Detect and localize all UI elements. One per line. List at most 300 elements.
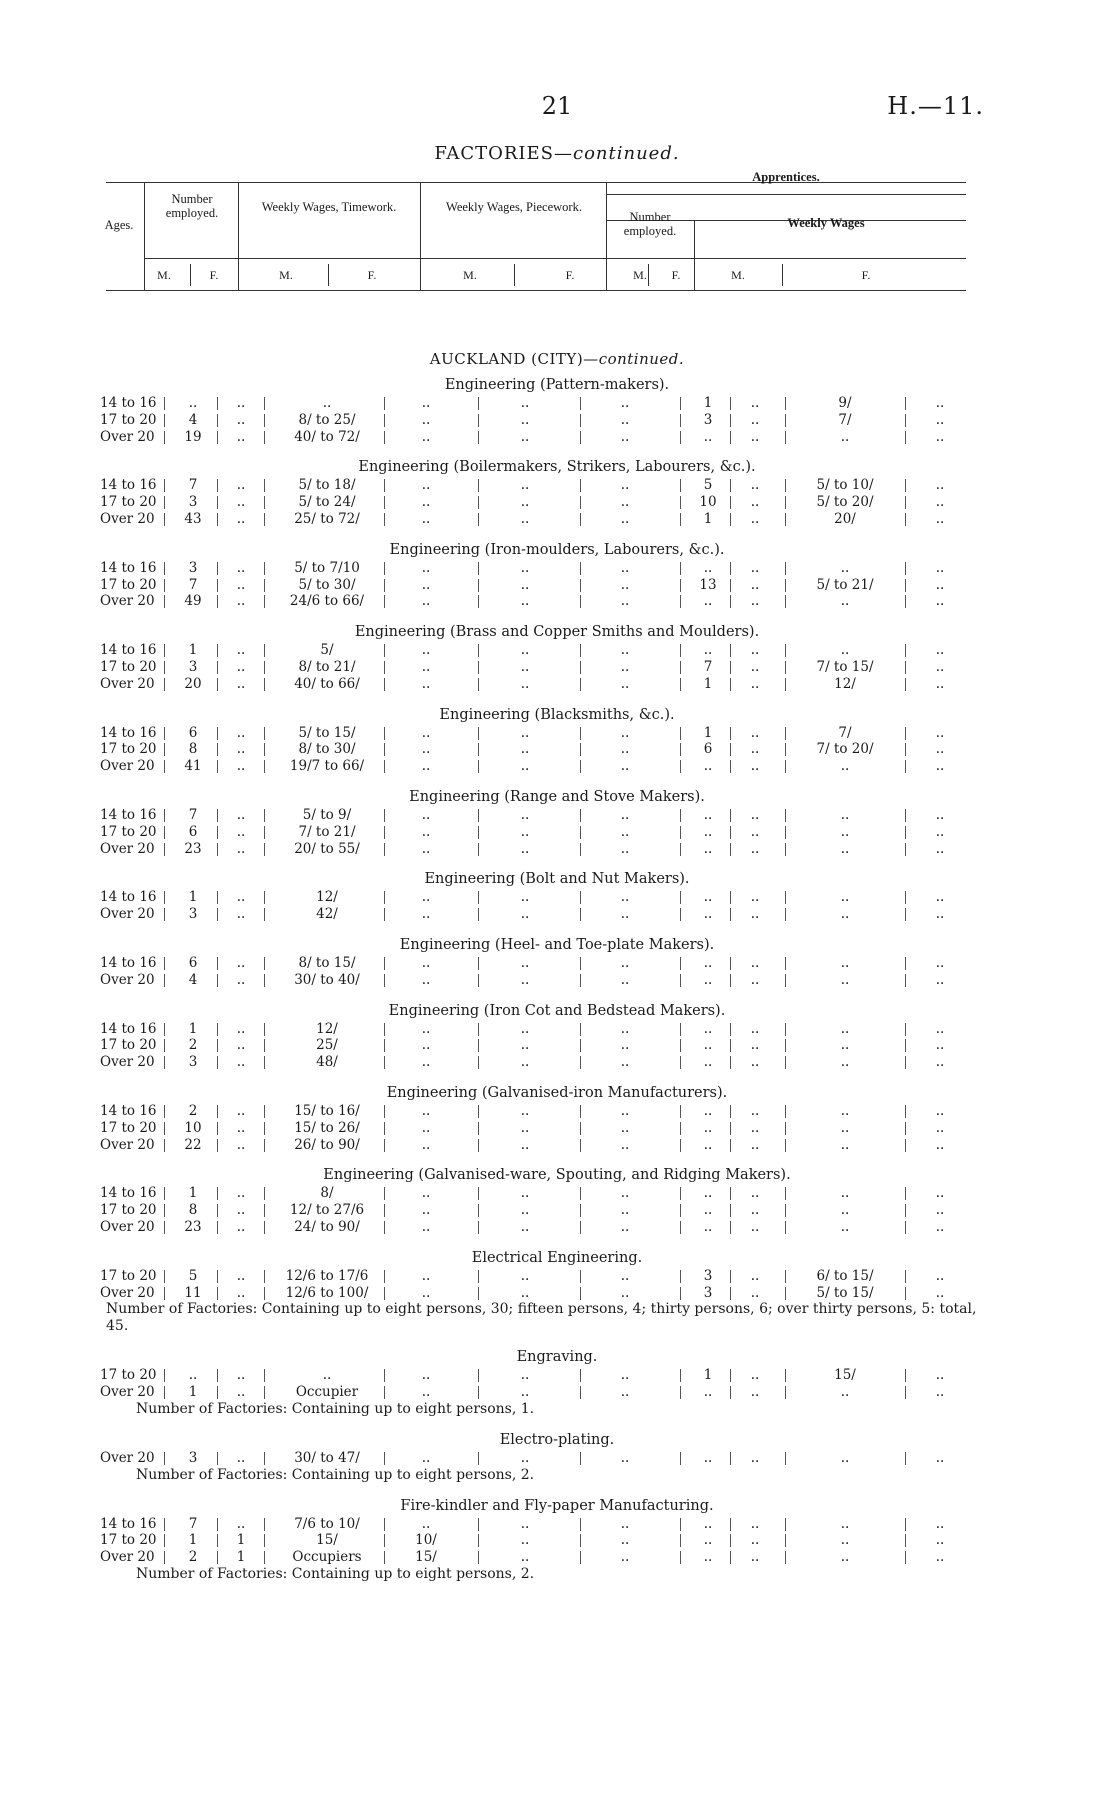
cell-males: 19 [184,428,202,445]
cell-males: 6 [188,823,198,840]
column-rule [217,1187,218,1200]
column-rule [384,1452,385,1465]
column-rule [217,1369,218,1382]
header-f-apprentices: F. [671,268,681,282]
cell-apprentice-wage-m: .. [840,1449,850,1466]
cell-piecework-m: .. [520,1367,530,1384]
cell-timework-f: .. [421,642,431,659]
cell-timework-f: .. [421,1037,431,1054]
column-rule [730,1518,731,1531]
column-rule [217,826,218,839]
column-rule [164,1221,165,1234]
column-rule [384,957,385,970]
cell-apprentice-m: .. [703,1020,713,1037]
column-rule [478,1386,479,1399]
cell-males: 1 [188,889,198,906]
cell-piecework-f: .. [620,642,630,659]
column-rule [905,743,906,756]
column-rule [164,431,165,444]
column-rule [478,743,479,756]
cell-males: 1 [188,642,198,659]
column-rule [217,974,218,987]
column-rule [217,1056,218,1069]
table-row [0,1384,1114,1401]
column-rule [680,1023,681,1036]
column-rule [905,414,906,427]
column-rule [384,414,385,427]
column-rule [264,908,265,921]
column-rule [384,1534,385,1547]
column-rule [384,1221,385,1234]
column-rule [580,826,581,839]
cell-apprentice-m: .. [703,1037,713,1054]
cell-piecework-m: .. [520,840,530,857]
cell-apprentice-m: .. [703,642,713,659]
column-rule [384,826,385,839]
table-row [0,395,1114,412]
column-rule [785,513,786,526]
column-rule [384,479,385,492]
cell-apprentice-f: .. [750,1119,760,1136]
cell-apprentice-wage-f: .. [935,1449,945,1466]
column-rule [730,1023,731,1036]
cell-apprentice-wage-m: .. [840,1020,850,1037]
column-rule [478,414,479,427]
cell-apprentice-f: .. [750,741,760,758]
cell-apprentice-wage-f: .. [935,675,945,692]
column-rule [217,678,218,691]
cell-piecework-m: .. [520,510,530,527]
column-rule [264,1270,265,1283]
cell-apprentice-wage-m: .. [840,1384,850,1401]
column-rule [164,562,165,575]
cell-apprentice-wage-f: .. [935,806,945,823]
cell-timework-f: 15/ [415,1549,437,1566]
column-rule [164,595,165,608]
cell-males: 20 [184,675,202,692]
cell-age: 14 to 16 [100,559,157,576]
cell-females: .. [236,1020,246,1037]
column-rule [164,1534,165,1547]
column-rule [384,513,385,526]
cell-males: 23 [184,840,202,857]
page-title-main: FACTORIES— [434,143,573,164]
column-rule [730,1287,731,1300]
cell-timework-f: .. [421,1020,431,1037]
column-rule [217,562,218,575]
column-rule [730,1056,731,1069]
cell-apprentice-f: .. [750,823,760,840]
column-rule [680,1534,681,1547]
cell-piecework-f: .. [620,477,630,494]
cell-piecework-m: .. [520,428,530,445]
cell-males: 1 [188,1532,198,1549]
column-rule [164,826,165,839]
column-rule [905,826,906,839]
cell-timework-f: .. [421,1218,431,1235]
column-rule [478,1023,479,1036]
column-rule [730,414,731,427]
column-rule [905,1039,906,1052]
cell-apprentice-wage-m: .. [840,593,850,610]
column-rule [264,1551,265,1564]
cell-piecework-f: .. [620,1102,630,1119]
cell-males: 8 [188,741,198,758]
cell-piecework-f: .. [620,559,630,576]
column-rule [905,661,906,674]
cell-piecework-f: .. [620,1267,630,1284]
cell-males: 6 [188,954,198,971]
table-row [0,642,1114,659]
cell-piecework-f: .. [620,1202,630,1219]
column-rule [680,760,681,773]
cell-timework-m: 25/ to 72/ [294,510,360,527]
cell-age: Over 20 [100,840,155,857]
cell-piecework-f: .. [620,1384,630,1401]
cell-females: .. [236,889,246,906]
table-row [0,1549,1114,1566]
cell-apprentice-m: .. [703,823,713,840]
cell-age: 14 to 16 [100,724,157,741]
column-rule [905,1287,906,1300]
column-rule [478,513,479,526]
cell-males: .. [188,1367,198,1384]
column-rule [264,974,265,987]
cell-piecework-f: .. [620,1549,630,1566]
section-title: Fire-kindler and Fly-paper Manufacturing. [400,1497,714,1514]
column-rule [580,414,581,427]
cell-piecework-f: .. [620,840,630,857]
column-rule [905,760,906,773]
table-row [0,741,1114,758]
column-rule [785,1386,786,1399]
table-row [0,955,1114,972]
column-rule [264,1122,265,1135]
cell-piecework-m: .. [520,823,530,840]
cell-females: .. [236,724,246,741]
column-rule [680,562,681,575]
cell-apprentice-wage-m: .. [840,1532,850,1549]
cell-apprentice-wage-m: 12/ [834,675,856,692]
cell-apprentice-wage-m: 5/ to 10/ [816,477,874,494]
cell-piecework-f: .. [620,1185,630,1202]
column-rule [785,1518,786,1531]
column-rule [478,891,479,904]
cell-males: 6 [188,724,198,741]
cell-apprentice-wage-f: .. [935,1136,945,1153]
cell-piecework-m: .. [520,889,530,906]
cell-timework-m: 26/ to 90/ [294,1136,360,1153]
cell-apprentice-m: 7 [703,658,713,675]
column-rule [905,513,906,526]
cell-timework-m: 30/ to 40/ [294,971,360,988]
column-rule [264,743,265,756]
cell-males: 8 [188,1202,198,1219]
factory-section [0,375,1114,457]
column-rule [785,562,786,575]
cell-apprentice-wage-f: .. [935,1218,945,1235]
column-rule [264,1452,265,1465]
cell-apprentice-wage-f: .. [935,1102,945,1119]
column-rule [785,1204,786,1217]
cell-apprentice-f: .. [750,724,760,741]
section-title: Engineering (Bolt and Nut Makers). [424,871,690,888]
cell-females: .. [236,1119,246,1136]
column-rule [730,727,731,740]
column-rule [384,891,385,904]
cell-apprentice-wage-m: .. [840,906,850,923]
cell-apprentice-m: .. [703,1515,713,1532]
cell-timework-m: 40/ to 66/ [294,675,360,692]
column-rule [785,644,786,657]
table-row [0,494,1114,511]
column-rule [384,397,385,410]
column-rule [217,661,218,674]
column-rule [905,1221,906,1234]
cell-age: 17 to 20 [100,658,157,675]
column-rule [905,579,906,592]
column-rule [264,414,265,427]
column-rule [905,727,906,740]
cell-apprentice-m: 5 [703,477,713,494]
header-f-employed: F. [209,268,219,282]
cell-apprentice-wage-m: .. [840,642,850,659]
column-rule [478,974,479,987]
column-rule [264,1039,265,1052]
cell-males: 3 [188,658,198,675]
cell-apprentice-m: .. [703,906,713,923]
column-rule [905,957,906,970]
cell-apprentice-m: 1 [703,675,713,692]
column-rule [730,1204,731,1217]
cell-apprentice-wage-m: 20/ [834,510,856,527]
column-rule [217,809,218,822]
cell-timework-m: .. [322,395,332,411]
cell-males: 41 [184,758,202,775]
column-rule [580,479,581,492]
cell-timework-f: 10/ [415,1532,437,1549]
cell-timework-f: .. [421,1102,431,1119]
cell-females: .. [236,428,246,445]
cell-timework-f: .. [421,889,431,906]
cell-piecework-m: .. [520,477,530,494]
column-rule [384,562,385,575]
column-rule [164,1105,165,1118]
column-rule [680,678,681,691]
cell-apprentice-wage-m: 7/ to 20/ [816,741,874,758]
column-rule [680,1039,681,1052]
column-rule [217,743,218,756]
column-rule [478,595,479,608]
column-rule [580,562,581,575]
cell-females: .. [236,1218,246,1235]
column-rule [680,496,681,509]
cell-apprentice-wage-f: .. [935,971,945,988]
factory-section [0,457,1114,539]
cell-timework-f: .. [421,1185,431,1202]
cell-apprentice-wage-m: 7/ [838,411,852,428]
cell-apprentice-m: .. [703,889,713,906]
column-rule [217,595,218,608]
column-rule [264,1534,265,1547]
header-weekly-piecework: Weekly Wages, Piecework. [446,200,582,214]
cell-piecework-f: .. [620,758,630,775]
column-rule [264,1518,265,1531]
column-rule [264,1056,265,1069]
cell-apprentice-m: .. [703,593,713,610]
column-rule [785,1221,786,1234]
column-rule [680,1270,681,1283]
cell-timework-m: 24/6 to 66/ [289,593,365,610]
cell-timework-f: .. [421,1119,431,1136]
column-rule [580,1122,581,1135]
column-rule [384,1039,385,1052]
cell-apprentice-f: .. [750,494,760,511]
cell-apprentice-wage-f: .. [935,1532,945,1549]
cell-timework-m: 8/ to 21/ [298,658,356,675]
column-rule [478,809,479,822]
cell-apprentice-wage-f: .. [935,477,945,494]
table-row [0,1137,1114,1154]
column-rule [680,1551,681,1564]
cell-males: 3 [188,559,198,576]
section-title: Engineering (Blacksmiths, &c.). [439,706,675,723]
cell-apprentice-m: .. [703,1549,713,1566]
column-rule [680,431,681,444]
cell-females: .. [236,559,246,576]
table-row [0,1367,1114,1384]
cell-apprentice-f: .. [750,806,760,823]
column-rule [217,908,218,921]
table-row [0,1219,1114,1236]
cell-females: .. [236,840,246,857]
cell-piecework-m: .. [520,642,530,659]
cell-females: 1 [236,1532,246,1549]
cell-males: 3 [188,1449,198,1466]
column-rule [217,414,218,427]
column-rule [680,1221,681,1234]
cell-apprentice-f: .. [750,1218,760,1235]
column-rule [264,1204,265,1217]
cell-timework-f: .. [421,675,431,692]
column-rule [785,760,786,773]
column-rule [478,1518,479,1531]
cell-piecework-m: .. [520,1449,530,1466]
column-rule [164,1023,165,1036]
cell-apprentice-wage-f: .. [935,741,945,758]
column-rule [680,843,681,856]
cell-females: .. [236,477,246,494]
column-rule [478,397,479,410]
column-rule [384,1056,385,1069]
column-rule [785,1039,786,1052]
cell-apprentice-wage-f: .. [935,494,945,511]
column-rule [217,1287,218,1300]
header-m-appr-wages: M. [731,268,745,282]
cell-piecework-f: .. [620,1020,630,1037]
column-rule [384,496,385,509]
column-rule [478,1369,479,1382]
column-rule [384,843,385,856]
column-rule [680,809,681,822]
cell-females: .. [236,1185,246,1202]
cell-age: 14 to 16 [100,889,157,906]
cell-piecework-f: .. [620,1218,630,1235]
column-rule [164,727,165,740]
column-rule [478,957,479,970]
column-rule [384,579,385,592]
column-rule [730,496,731,509]
column-rule [785,1287,786,1300]
cell-age: Over 20 [100,1218,155,1235]
cell-apprentice-f: .. [750,593,760,610]
column-rule [580,1551,581,1564]
cell-apprentice-wage-f: .. [935,954,945,971]
table-row [0,577,1114,594]
cell-piecework-f: .. [620,411,630,428]
cell-timework-f: .. [421,593,431,610]
column-rule [217,1122,218,1135]
cell-piecework-f: .. [620,724,630,741]
table-row [0,676,1114,693]
column-rule [580,1105,581,1118]
cell-piecework-m: .. [520,971,530,988]
column-rule [680,479,681,492]
column-rule [164,908,165,921]
column-rule [264,562,265,575]
cell-age: Over 20 [100,971,155,988]
cell-piecework-f: .. [620,593,630,610]
cell-apprentice-wage-m: .. [840,559,850,576]
column-rule [905,1187,906,1200]
column-rule [264,1105,265,1118]
cell-timework-m: 5/ to 30/ [298,576,356,593]
region-name: AUCKLAND (CITY)— [429,350,599,368]
cell-apprentice-f: .. [750,658,760,675]
cell-timework-m: 19/7 to 66/ [289,758,365,775]
header-f-piecework: F. [565,268,575,282]
cell-males: 3 [188,1054,198,1071]
column-rule [680,743,681,756]
header-m-piecework: M. [463,268,477,282]
section-title: Engineering (Iron-moulders, Labourers, &c.). [389,541,725,558]
cell-females: .. [236,576,246,593]
table-row [0,906,1114,923]
column-rule [905,1452,906,1465]
column-rule [580,431,581,444]
column-rule [680,1369,681,1382]
column-rule [384,1105,385,1118]
cell-apprentice-wage-m: .. [840,1202,850,1219]
cell-piecework-m: .. [520,1384,530,1401]
cell-apprentice-wage-m: .. [840,954,850,971]
cell-timework-f: .. [421,1284,431,1301]
cell-piecework-m: .. [520,1532,530,1549]
table-row [0,972,1114,989]
column-rule [905,974,906,987]
column-rule [785,1369,786,1382]
column-rule [785,891,786,904]
cell-age: Over 20 [100,1549,155,1566]
cell-piecework-m: .. [520,1185,530,1202]
column-rule [730,957,731,970]
column-rule [217,1039,218,1052]
cell-piecework-f: .. [620,510,630,527]
column-rule [580,843,581,856]
cell-females: .. [236,411,246,428]
cell-apprentice-wage-m: .. [840,428,850,445]
cell-timework-f: .. [421,1054,431,1071]
